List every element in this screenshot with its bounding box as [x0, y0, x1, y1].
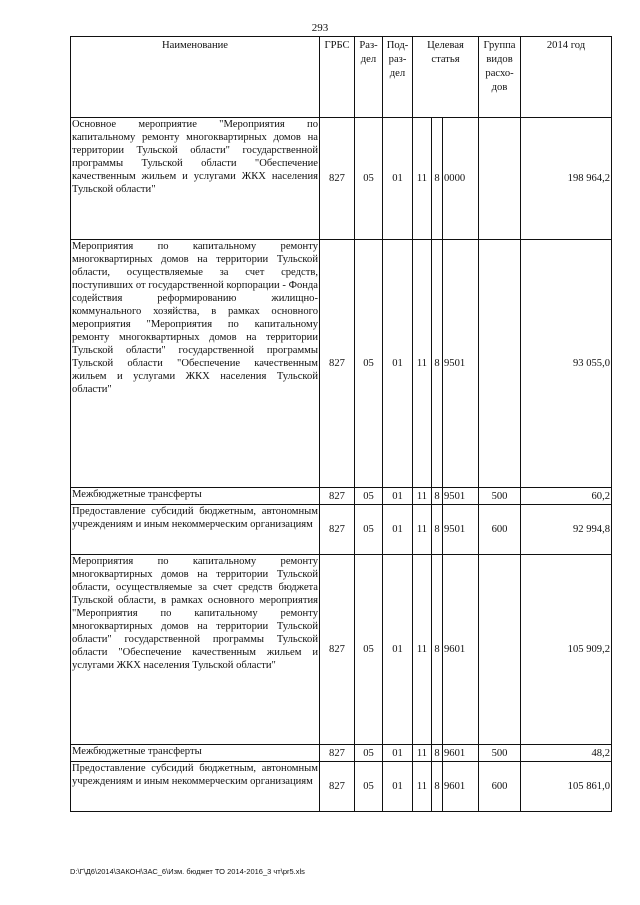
page-number: 293 [311, 22, 329, 34]
table-header-row [71, 37, 612, 118]
header-name: Наименование [71, 37, 320, 118]
table-row [71, 118, 612, 240]
row-razdel: 05 [355, 505, 383, 555]
row-statya-c: 9601 [443, 745, 479, 762]
row-statya-b: 8 [432, 762, 443, 812]
row-statya-b: 8 [432, 118, 443, 240]
row-podrazdel: 01 [383, 488, 413, 505]
budget-table [70, 36, 612, 812]
row-razdel: 05 [355, 762, 383, 812]
row-name: Предоставление субсидий бюджетным, автономным учреждениям и иным некоммерческим организациям [71, 505, 320, 555]
row-gruppa: 500 [479, 745, 521, 762]
row-name: Предоставление субсидий бюджетным, автономным учреждениям и иным некоммерческим организациям [71, 762, 320, 812]
row-name: Основное мероприятие "Мероприятия по капитальному ремонту многоквартирных домов на территории Тульской области" государственной программы Тульской области "Обеспечение качественным жильем и услугами ЖКХ населения Тульской области" [71, 118, 320, 240]
row-grbs: 827 [320, 762, 355, 812]
table-row [71, 505, 612, 555]
row-podrazdel: 01 [383, 240, 413, 488]
row-statya-a: 11 [413, 488, 432, 505]
row-podrazdel: 01 [383, 762, 413, 812]
row-gruppa [479, 118, 521, 240]
header-gruppa: Группа видов расхо- дов [479, 37, 521, 118]
header-razdel: Раз- дел [355, 37, 383, 118]
row-podrazdel: 01 [383, 118, 413, 240]
table-row [71, 555, 612, 745]
row-grbs: 827 [320, 240, 355, 488]
header-statya: Целевая статья [413, 37, 479, 118]
row-gruppa: 600 [479, 505, 521, 555]
row-statya-c: 9601 [443, 555, 479, 745]
row-statya-a: 11 [413, 745, 432, 762]
row-name: Мероприятия по капитальному ремонту многоквартирных домов на территории Тульской области, осуществляемые за счет средств, поступивших от государственной корпорации - Фонда содействия реформированию жилищно-коммунального хозяйства, в рамках основного мероприятия "Мероприятия по капитальному ремонту многоквартирных домов на территории Тульской области" государственной программы Тульской области "Обеспечение качественным жильем и услугами ЖКХ населения Тульской области" [71, 240, 320, 488]
row-statya-a: 11 [413, 240, 432, 488]
row-amount: 92 994,8 [521, 505, 612, 555]
table-row [71, 745, 612, 762]
row-gruppa: 500 [479, 488, 521, 505]
header-grbs: ГРБС [320, 37, 355, 118]
file-path-footer: D:\Г\Д6\2014\ЗАКОН\ЗАС_6\Изм. бюджет ТО 2014-2016_3 чт\pr5.xls [70, 867, 305, 876]
row-podrazdel: 01 [383, 505, 413, 555]
row-gruppa [479, 240, 521, 488]
row-statya-b: 8 [432, 555, 443, 745]
row-statya-a: 11 [413, 505, 432, 555]
row-razdel: 05 [355, 555, 383, 745]
row-grbs: 827 [320, 555, 355, 745]
table-row [71, 762, 612, 812]
row-name: Мероприятия по капитальному ремонту многоквартирных домов на территории Тульской области, осуществляемые за счет средств бюджета Тульской области, в рамках основного мероприятия "Мероприятия по капитальному ремонту многоквартирных домов на территории Тульской области" государственной программы Тульской области "Обеспечение качественным жильем и услугами ЖКХ населения Тульской области" [71, 555, 320, 745]
row-grbs: 827 [320, 745, 355, 762]
table-body [71, 118, 612, 812]
row-statya-b: 8 [432, 505, 443, 555]
row-gruppa: 600 [479, 762, 521, 812]
row-amount: 48,2 [521, 745, 612, 762]
header-year: 2014 год [521, 37, 612, 118]
row-grbs: 827 [320, 505, 355, 555]
row-statya-c: 0000 [443, 118, 479, 240]
row-statya-b: 8 [432, 745, 443, 762]
row-statya-b: 8 [432, 240, 443, 488]
row-razdel: 05 [355, 240, 383, 488]
table-row [71, 488, 612, 505]
row-grbs: 827 [320, 118, 355, 240]
row-grbs: 827 [320, 488, 355, 505]
row-razdel: 05 [355, 118, 383, 240]
row-gruppa [479, 555, 521, 745]
row-statya-c: 9501 [443, 505, 479, 555]
row-amount: 93 055,0 [521, 240, 612, 488]
header-podrazdel: Под- раз- дел [383, 37, 413, 118]
row-statya-a: 11 [413, 762, 432, 812]
row-name: Межбюджетные трансферты [71, 745, 320, 762]
row-razdel: 05 [355, 488, 383, 505]
table-row [71, 240, 612, 488]
row-statya-a: 11 [413, 555, 432, 745]
row-statya-c: 9501 [443, 240, 479, 488]
row-name: Межбюджетные трансферты [71, 488, 320, 505]
row-podrazdel: 01 [383, 745, 413, 762]
row-podrazdel: 01 [383, 555, 413, 745]
row-amount: 105 909,2 [521, 555, 612, 745]
row-statya-b: 8 [432, 488, 443, 505]
row-amount: 198 964,2 [521, 118, 612, 240]
row-statya-a: 11 [413, 118, 432, 240]
row-statya-c: 9601 [443, 762, 479, 812]
row-razdel: 05 [355, 745, 383, 762]
row-amount: 60,2 [521, 488, 612, 505]
row-statya-c: 9501 [443, 488, 479, 505]
row-amount: 105 861,0 [521, 762, 612, 812]
